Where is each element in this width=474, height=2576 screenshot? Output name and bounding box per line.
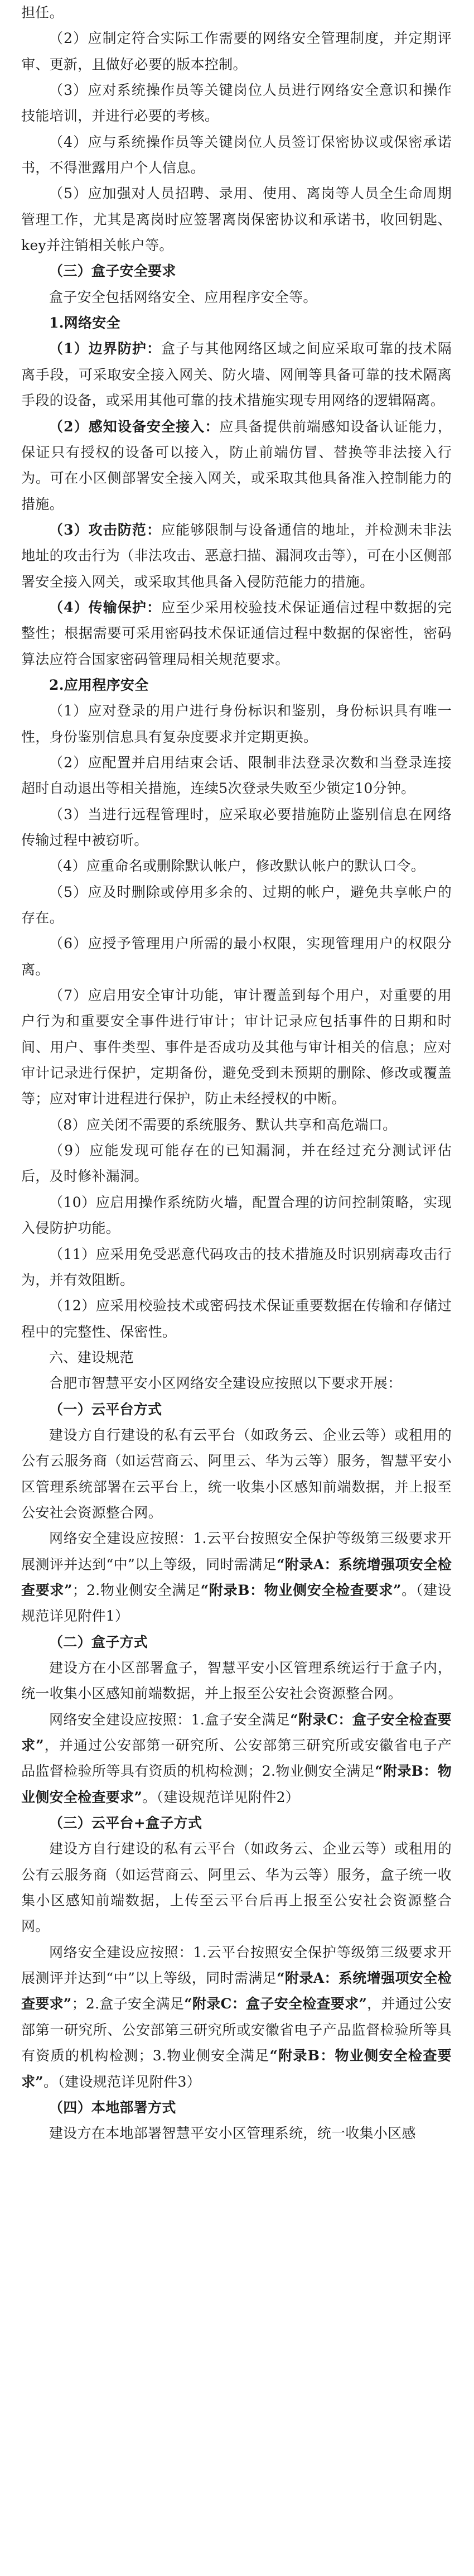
item-text: 盒子与其他网络区域之间应采取可靠的技术隔离手段，可采取安全接入网关、防火墙、网闸等具备可靠的技术隔离手段的设备，或采用其他可靠的技术措施实现专用网络的逻辑隔离。 <box>21 340 452 409</box>
paragraph: （10）应启用操作系统防火墙，配置合理的访问控制策略，实现入侵防护功能。 <box>21 1194 452 1237</box>
paragraph: （1）应对登录的用户进行身份标识和鉴别，身份标识具有唯一性，身份鉴别信息具有复杂度要求并定期更换。 <box>21 703 452 745</box>
item-lead: （1）边界防护： <box>49 340 162 357</box>
section-heading: （四）本地部署方式 <box>49 2099 176 2116</box>
paragraph <box>21 595 452 672</box>
paragraph: （6）应授予管理用户所需的最小权限，实现管理用户的权限分离。 <box>21 935 452 978</box>
text-run: ；2.物业侧安全满足 <box>72 1582 201 1598</box>
text-run: 。（建设规范详见附件1） <box>21 1582 452 1625</box>
paragraph <box>21 414 452 517</box>
item-text: 应能够限制与设备通信的地址，并检测未非法地址的攻击行为（非法攻击、恶意扫描、漏洞攻击等），可在小区侧部署安全接入网关，或采取其他具备入侵防范能力的措施。 <box>21 521 452 590</box>
item-lead: （3）攻击防范： <box>49 521 162 538</box>
text-run: 。（建设规范详见附件2） <box>142 1789 300 1805</box>
appendix-ref: “附录B：物业侧安全检查要求” <box>21 2048 452 2090</box>
paragraph <box>21 336 452 414</box>
text-run: ，并通过公安部第一研究所、公安部第三研究所或安徽省电子产品监督检验所等具有资质的机构检测；2.物业侧安全满足 <box>21 1737 452 1780</box>
paragraph: （2）应配置并启用结束会话、限制非法登录次数和当登录连接超时自动退出等相关措施，连续5次登录失败至少锁定10分钟。 <box>21 754 452 797</box>
paragraph: 合肥市智慧平安小区网络安全建设应按照以下要求开展： <box>49 1375 402 1392</box>
paragraph: 建设方在本地部署智慧平安小区管理系统，统一收集小区感 <box>49 2125 416 2142</box>
text-run: 网络安全建设应按照：1.云平台按照安全保护等级第三级要求开展测评并达到“中”以上等级，同时需满足 <box>21 1944 452 1987</box>
item-text: 应至少采用校验技术保证通信过程中数据的完整性；根据需要可采用密码技术保证通信过程中数据的保密性，密码算法应符合国家密码管理局相关规范要求。 <box>21 599 452 667</box>
paragraph: （4）应重命名或删除默认帐户，修改默认帐户的默认口令。 <box>49 858 425 874</box>
section-heading: （三）盒子安全要求 <box>49 263 176 280</box>
paragraph: （5）应及时删除或停用多余的、过期的帐户，避免共享帐户的存在。 <box>21 883 452 926</box>
paragraph: （8）应关闭不需要的系统服务、默认共享和高危端口。 <box>49 1116 397 1133</box>
paragraph: （3）应对系统操作员等关键岗位人员进行网络安全意识和操作技能培训，并进行必要的考核。 <box>21 82 452 124</box>
chapter-heading: 六、建设规范 <box>49 1349 134 1366</box>
appendix-ref: “附录B：物业侧安全检查要求” <box>21 1763 452 1805</box>
section-heading: （一）云平台方式 <box>49 1401 162 1417</box>
paragraph: 建设方自行建设的私有云平台（如政务云、企业云等）或租用的公有云服务商（如运营商云、阿里云、华为云等）服务，智慧平安小区管理系统部署在云平台上，统一收集小区感知前端数据，并上报至公安社会资源整合网。 <box>21 1426 452 1521</box>
paragraph <box>21 1526 452 1629</box>
paragraph: （3）当进行远程管理时，应采取必要措施防止鉴别信息在网络传输过程中被窃听。 <box>21 806 452 848</box>
paragraph: （5）应加强对人员招聘、录用、使用、离岗等人员全生命周期管理工作，尤其是离岗时应签署离岗保密协议和承诺书，收回钥匙、key并注销相关帐户等。 <box>21 185 452 254</box>
paragraph <box>21 1707 452 1810</box>
paragraph: 建设方在小区部署盒子，智慧平安小区管理系统运行于盒子内，统一收集小区感知前端数据，并上报至公安社会资源整合网。 <box>21 1660 452 1702</box>
appendix-ref: “附录C：盒子安全检查要求” <box>184 1996 367 2012</box>
appendix-ref: “附录A：系统增强项安全检查要求” <box>21 1556 452 1598</box>
paragraph: （2）应制定符合实际工作需要的网络安全管理制度，并定期评审、更新，且做好必要的版本控制。 <box>21 30 452 73</box>
item-lead: （4）传输保护： <box>49 599 162 616</box>
item-text: 应具备提供前端感知设备认证能力，保证只有授权的设备可以接入，防止前端仿冒、替换等非法接入行为。可在小区侧部署安全接入网关，或采取其他具备准入控制能力的措施。 <box>21 418 452 512</box>
text-run: 网络安全建设应按照：1.云平台按照安全保护等级第三级要求开展测评并达到“中”以上等级，同时需满足 <box>21 1530 452 1573</box>
subsection-heading: 1.网络安全 <box>49 315 120 331</box>
paragraph: （7）应启用安全审计功能，审计覆盖到每个用户，对重要的用户行为和重要安全事件进行审计；审计记录应包括事件的日期和时间、用户、事件类型、事件是否成功及其他与审计相关的信息；应对审计记录进行保护，定期备份，避免受到未预期的删除、修改或覆盖等；应对审计进程进行保护，防止未经授权的中断。 <box>21 987 452 1107</box>
appendix-ref: “附录C：盒子安全检查要求” <box>21 1711 452 1754</box>
text-run: ；2.盒子安全满足 <box>71 1996 185 2012</box>
section-heading: （三）云平台+盒子方式 <box>49 1815 202 1832</box>
appendix-ref: “附录B：物业侧安全检查要求” <box>200 1582 402 1598</box>
item-lead: （2）感知设备安全接入： <box>49 418 220 435</box>
paragraph: （11）应采用免受恶意代码攻击的技术措施及时识别病毒攻击行为，并有效阻断。 <box>21 1246 452 1288</box>
subsection-heading: 2.应用程序安全 <box>49 676 149 693</box>
paragraph: （9）应能发现可能存在的已知漏洞，并在经过充分测试评估后，及时修补漏洞。 <box>21 1142 452 1185</box>
paragraph <box>21 1940 452 2095</box>
paragraph: （4）应与系统操作员等关键岗位人员签订保密协议或保密承诺书，不得泄露用户个人信息。 <box>21 133 452 176</box>
paragraph: 建设方自行建设的私有云平台（如政务云、企业云等）或租用的公有云服务商（如运营商云、阿里云、华为云等）服务，盒子统一收集小区感知前端数据，上传至云平台后再上报至公安社会资源整合网。 <box>21 1840 452 1935</box>
text-run: 。（建设规范详见附件3） <box>43 2073 201 2090</box>
paragraph <box>21 517 452 595</box>
paragraph: 担任。 <box>21 4 64 21</box>
section-heading: （二）盒子方式 <box>49 1633 148 1650</box>
appendix-ref: “附录A：系统增强项安全检查要求” <box>21 1970 452 2012</box>
paragraph: （12）应采用校验技术或密码技术保证重要数据在传输和存储过程中的完整性、保密性。 <box>21 1297 452 1340</box>
text-run: 网络安全建设应按照：1.盒子安全满足 <box>49 1711 291 1728</box>
text-run: ，并通过公安部第一研究所、公安部第三研究所或安徽省电子产品监督检验所等具有资质的机构检测；3.物业侧安全满足 <box>21 1996 452 2064</box>
paragraph: 盒子安全包括网络安全、应用程序安全等。 <box>49 289 317 305</box>
